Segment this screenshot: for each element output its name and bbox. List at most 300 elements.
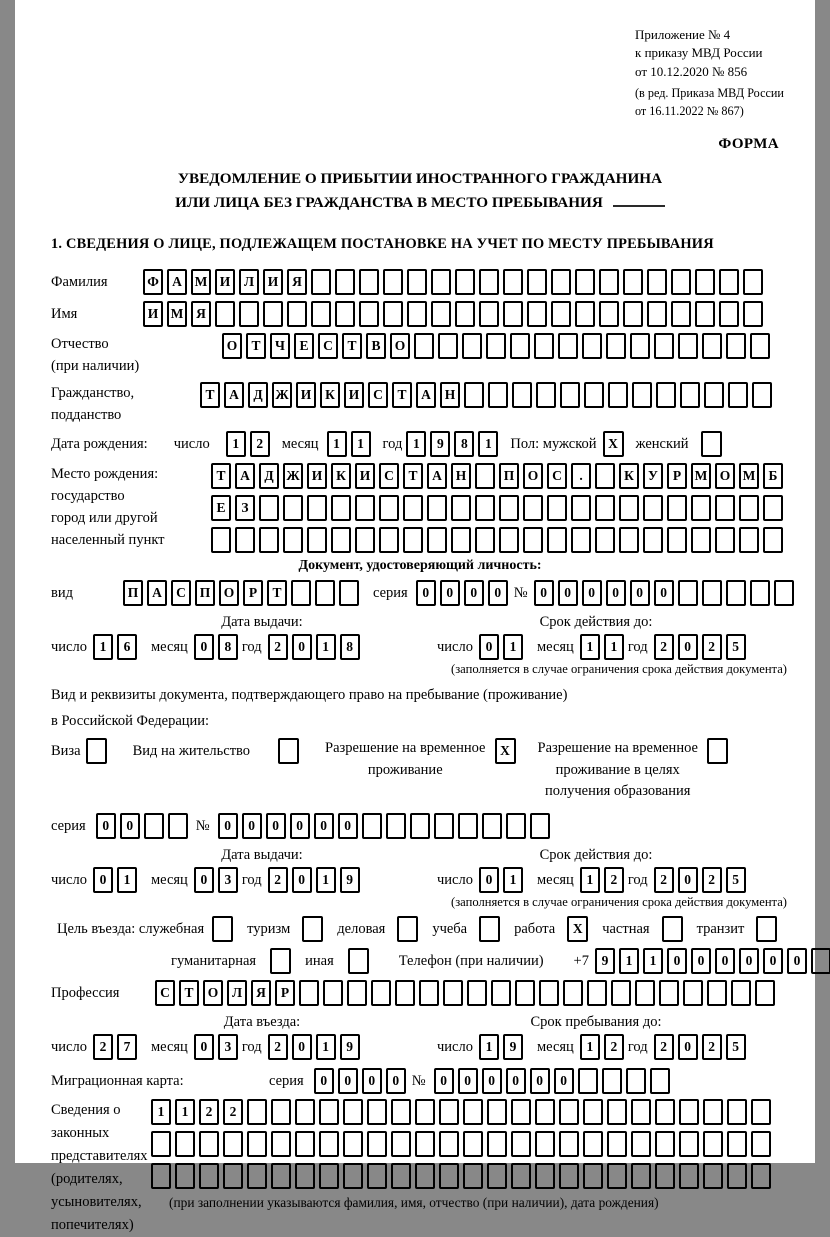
char-cell[interactable]: X [495,738,516,764]
char-cell[interactable] [659,980,679,1006]
char-cell[interactable] [643,495,663,521]
purpose-tourism-checkbox[interactable] [302,916,327,942]
char-cell[interactable] [595,463,615,489]
char-cell[interactable] [619,527,639,553]
char-cell[interactable] [647,269,667,295]
char-cell[interactable] [751,1099,771,1125]
char-cell[interactable] [259,495,279,521]
char-cell[interactable]: М [739,463,759,489]
char-cell[interactable] [367,1163,387,1189]
char-cell[interactable] [763,527,783,553]
char-cell[interactable]: 8 [218,634,238,660]
char-cell[interactable] [707,980,727,1006]
char-cell[interactable]: П [195,580,215,606]
char-cell[interactable]: 5 [726,1034,746,1060]
char-cell[interactable]: Ч [270,333,290,359]
char-cell[interactable] [359,269,379,295]
char-cell[interactable] [680,382,700,408]
char-cell[interactable] [756,916,777,942]
char-cell[interactable]: Ж [283,463,303,489]
purpose-work-checkbox[interactable] [567,916,592,942]
char-cell[interactable]: 2 [199,1099,219,1125]
char-cell[interactable]: Т [246,333,266,359]
char-cell[interactable] [499,527,519,553]
char-cell[interactable] [599,301,619,327]
char-cell[interactable] [491,980,511,1006]
char-cell[interactable]: 0 [362,1068,382,1094]
char-cell[interactable] [415,1163,435,1189]
char-cell[interactable]: К [320,382,340,408]
char-cell[interactable] [632,382,652,408]
char-cell[interactable] [559,1099,579,1125]
char-cell[interactable]: Я [287,269,307,295]
char-cell[interactable] [175,1131,195,1157]
char-cell[interactable] [367,1131,387,1157]
char-cell[interactable] [656,382,676,408]
char-cell[interactable] [755,980,775,1006]
char-cell[interactable] [397,916,418,942]
char-cell[interactable]: 9 [503,1034,523,1060]
char-cell[interactable] [595,495,615,521]
char-cell[interactable]: З [235,495,255,521]
char-cell[interactable]: Е [211,495,231,521]
char-cell[interactable] [455,269,475,295]
char-cell[interactable] [671,301,691,327]
char-cell[interactable] [739,527,759,553]
char-cell[interactable]: 0 [242,813,262,839]
char-cell[interactable] [679,1163,699,1189]
char-cell[interactable] [487,1163,507,1189]
char-cell[interactable] [331,495,351,521]
char-cell[interactable]: Т [392,382,412,408]
char-cell[interactable]: 2 [702,634,722,660]
char-cell[interactable] [271,1099,291,1125]
char-cell[interactable]: 0 [218,813,238,839]
char-cell[interactable] [727,1099,747,1125]
char-cell[interactable] [175,1163,195,1189]
purpose-study-checkbox[interactable] [479,916,504,942]
char-cell[interactable]: О [222,333,242,359]
char-cell[interactable] [347,980,367,1006]
char-cell[interactable] [462,333,482,359]
char-cell[interactable]: О [219,580,239,606]
char-cell[interactable] [608,382,628,408]
char-cell[interactable] [662,916,683,942]
char-cell[interactable] [223,1163,243,1189]
char-cell[interactable] [475,527,495,553]
char-cell[interactable]: 2 [654,634,674,660]
residence-permit-checkbox[interactable] [278,738,303,764]
char-cell[interactable] [743,269,763,295]
char-cell[interactable]: Р [667,463,687,489]
char-cell[interactable] [678,580,698,606]
char-cell[interactable] [247,1099,267,1125]
char-cell[interactable]: 0 [338,813,358,839]
char-cell[interactable] [726,580,746,606]
char-cell[interactable]: 1 [351,431,371,457]
char-cell[interactable]: 0 [630,580,650,606]
char-cell[interactable]: 0 [678,867,698,893]
char-cell[interactable] [726,333,746,359]
char-cell[interactable] [595,527,615,553]
char-cell[interactable] [811,948,830,974]
doc-type-cells[interactable] [123,580,363,606]
char-cell[interactable]: 0 [606,580,626,606]
stay-valid-day[interactable] [479,867,527,893]
char-cell[interactable] [523,527,543,553]
char-cell[interactable] [535,1163,555,1189]
char-cell[interactable]: 1 [503,634,523,660]
char-cell[interactable] [584,382,604,408]
char-cell[interactable] [575,301,595,327]
char-cell[interactable] [631,1131,651,1157]
char-cell[interactable] [488,382,508,408]
char-cell[interactable]: И [296,382,316,408]
char-cell[interactable] [623,301,643,327]
char-cell[interactable]: 0 [458,1068,478,1094]
char-cell[interactable]: Р [275,980,295,1006]
birth-place-cells-row2[interactable] [211,495,787,521]
char-cell[interactable] [728,382,748,408]
char-cell[interactable]: 0 [763,948,783,974]
char-cell[interactable] [583,1131,603,1157]
char-cell[interactable] [750,580,770,606]
char-cell[interactable] [431,269,451,295]
char-cell[interactable] [359,301,379,327]
char-cell[interactable] [571,495,591,521]
char-cell[interactable] [511,1131,531,1157]
char-cell[interactable] [443,980,463,1006]
id-valid-day[interactable] [479,634,527,660]
char-cell[interactable] [391,1099,411,1125]
given-name-cells[interactable] [143,301,767,327]
char-cell[interactable]: 5 [726,867,746,893]
purpose-business-checkbox[interactable] [397,916,422,942]
char-cell[interactable]: А [416,382,436,408]
char-cell[interactable]: 0 [292,867,312,893]
purpose-humanitarian-checkbox[interactable] [270,948,295,974]
char-cell[interactable] [407,301,427,327]
char-cell[interactable]: А [235,463,255,489]
char-cell[interactable] [439,1099,459,1125]
char-cell[interactable] [343,1163,363,1189]
char-cell[interactable] [151,1163,171,1189]
char-cell[interactable]: Ж [272,382,292,408]
stay-until-year[interactable] [654,1034,750,1060]
char-cell[interactable]: 0 [194,1034,214,1060]
char-cell[interactable] [271,1163,291,1189]
char-cell[interactable]: 1 [580,1034,600,1060]
phone-cells[interactable] [595,948,830,974]
char-cell[interactable] [503,269,523,295]
char-cell[interactable]: 0 [479,867,499,893]
stay-until-day[interactable] [479,1034,527,1060]
birth-month-cells[interactable] [327,431,375,457]
char-cell[interactable] [655,1131,675,1157]
char-cell[interactable] [683,980,703,1006]
char-cell[interactable] [547,495,567,521]
stay-valid-month[interactable] [580,867,628,893]
profession-cells[interactable] [155,980,779,1006]
char-cell[interactable] [607,1099,627,1125]
char-cell[interactable] [379,495,399,521]
char-cell[interactable] [750,333,770,359]
char-cell[interactable] [295,1131,315,1157]
char-cell[interactable] [667,495,687,521]
char-cell[interactable] [703,1131,723,1157]
char-cell[interactable]: 2 [93,1034,113,1060]
char-cell[interactable] [434,813,454,839]
char-cell[interactable] [315,580,335,606]
birth-place-cells-row1[interactable] [211,463,787,489]
char-cell[interactable] [547,527,567,553]
char-cell[interactable]: Я [191,301,211,327]
char-cell[interactable] [199,1163,219,1189]
char-cell[interactable] [752,382,772,408]
citizenship-cells[interactable] [200,382,776,408]
char-cell[interactable] [695,301,715,327]
purpose-other-checkbox[interactable] [348,948,373,974]
char-cell[interactable] [235,527,255,553]
char-cell[interactable] [607,1163,627,1189]
char-cell[interactable]: 0 [416,580,436,606]
char-cell[interactable] [647,301,667,327]
char-cell[interactable]: 2 [702,867,722,893]
char-cell[interactable] [578,1068,598,1094]
char-cell[interactable] [751,1131,771,1157]
char-cell[interactable]: И [263,269,283,295]
doc-number-cells[interactable] [534,580,798,606]
char-cell[interactable] [623,269,643,295]
char-cell[interactable] [558,333,578,359]
char-cell[interactable] [339,580,359,606]
purpose-official-checkbox[interactable] [212,916,237,942]
stay-until-month[interactable] [580,1034,628,1060]
char-cell[interactable] [727,1131,747,1157]
char-cell[interactable]: М [191,269,211,295]
char-cell[interactable]: 0 [314,813,334,839]
char-cell[interactable] [295,1099,315,1125]
id-issue-year[interactable] [268,634,364,660]
char-cell[interactable] [331,527,351,553]
char-cell[interactable]: 1 [604,634,624,660]
birth-day-cells[interactable] [226,431,274,457]
char-cell[interactable] [626,1068,646,1094]
char-cell[interactable] [534,333,554,359]
char-cell[interactable] [383,301,403,327]
char-cell[interactable]: 0 [434,1068,454,1094]
char-cell[interactable] [479,269,499,295]
char-cell[interactable] [151,1131,171,1157]
char-cell[interactable]: И [355,463,375,489]
char-cell[interactable] [515,980,535,1006]
char-cell[interactable]: С [155,980,175,1006]
char-cell[interactable]: 1 [226,431,246,457]
char-cell[interactable]: Т [267,580,287,606]
char-cell[interactable]: 2 [604,867,624,893]
char-cell[interactable] [263,301,283,327]
char-cell[interactable]: 1 [151,1099,171,1125]
temp-residence-checkbox[interactable] [495,738,520,764]
entry-month[interactable] [194,1034,242,1060]
char-cell[interactable]: 2 [654,867,674,893]
char-cell[interactable]: Б [763,463,783,489]
char-cell[interactable]: 3 [218,1034,238,1060]
char-cell[interactable] [302,916,323,942]
char-cell[interactable]: 0 [96,813,116,839]
char-cell[interactable] [512,382,532,408]
stay-issue-month[interactable] [194,867,242,893]
char-cell[interactable]: О [390,333,410,359]
char-cell[interactable]: 1 [503,867,523,893]
char-cell[interactable] [239,301,259,327]
char-cell[interactable] [283,495,303,521]
id-issue-day[interactable] [93,634,141,660]
char-cell[interactable]: 1 [580,867,600,893]
id-valid-month[interactable] [580,634,628,660]
stay-issue-year[interactable] [268,867,364,893]
char-cell[interactable] [287,301,307,327]
char-cell[interactable]: Д [259,463,279,489]
char-cell[interactable] [427,495,447,521]
char-cell[interactable] [583,1099,603,1125]
char-cell[interactable] [407,269,427,295]
char-cell[interactable] [691,495,711,521]
char-cell[interactable] [391,1131,411,1157]
char-cell[interactable] [563,980,583,1006]
char-cell[interactable]: Р [243,580,263,606]
char-cell[interactable]: 7 [117,1034,137,1060]
char-cell[interactable] [371,980,391,1006]
char-cell[interactable]: 0 [739,948,759,974]
char-cell[interactable]: Я [251,980,271,1006]
char-cell[interactable] [451,527,471,553]
char-cell[interactable]: 0 [530,1068,550,1094]
char-cell[interactable]: 9 [340,1034,360,1060]
char-cell[interactable]: 2 [654,1034,674,1060]
char-cell[interactable] [439,1163,459,1189]
char-cell[interactable] [386,813,406,839]
char-cell[interactable] [343,1099,363,1125]
char-cell[interactable]: 0 [715,948,735,974]
stay-valid-year[interactable] [654,867,750,893]
char-cell[interactable] [535,1131,555,1157]
patronymic-cells[interactable] [222,333,774,359]
char-cell[interactable] [467,980,487,1006]
char-cell[interactable] [455,301,475,327]
char-cell[interactable]: А [147,580,167,606]
char-cell[interactable] [559,1163,579,1189]
char-cell[interactable] [630,333,650,359]
char-cell[interactable] [403,495,423,521]
char-cell[interactable]: О [715,463,735,489]
char-cell[interactable] [631,1163,651,1189]
char-cell[interactable]: 0 [678,634,698,660]
char-cell[interactable] [536,382,556,408]
char-cell[interactable]: 0 [506,1068,526,1094]
char-cell[interactable] [458,813,478,839]
char-cell[interactable] [650,1068,670,1094]
char-cell[interactable]: Н [451,463,471,489]
char-cell[interactable]: К [331,463,351,489]
char-cell[interactable] [463,1163,483,1189]
id-valid-year[interactable] [654,634,750,660]
char-cell[interactable] [743,301,763,327]
char-cell[interactable]: 9 [595,948,615,974]
char-cell[interactable] [539,980,559,1006]
char-cell[interactable] [355,495,375,521]
char-cell[interactable]: Т [403,463,423,489]
char-cell[interactable] [527,301,547,327]
char-cell[interactable] [571,527,591,553]
char-cell[interactable] [410,813,430,839]
char-cell[interactable]: 1 [478,431,498,457]
char-cell[interactable] [427,527,447,553]
char-cell[interactable] [419,980,439,1006]
char-cell[interactable] [527,269,547,295]
char-cell[interactable] [307,495,327,521]
char-cell[interactable]: 1 [117,867,137,893]
char-cell[interactable]: 0 [338,1068,358,1094]
char-cell[interactable] [523,495,543,521]
char-cell[interactable]: 2 [250,431,270,457]
char-cell[interactable] [355,527,375,553]
char-cell[interactable]: И [307,463,327,489]
temp-residence-edu-checkbox[interactable] [707,738,732,764]
char-cell[interactable] [611,980,631,1006]
char-cell[interactable]: X [567,916,588,942]
char-cell[interactable] [606,333,626,359]
char-cell[interactable] [731,980,751,1006]
char-cell[interactable]: 0 [554,1068,574,1094]
char-cell[interactable] [530,813,550,839]
char-cell[interactable] [643,527,663,553]
char-cell[interactable] [575,269,595,295]
char-cell[interactable]: . [571,463,591,489]
char-cell[interactable]: 8 [454,431,474,457]
char-cell[interactable] [415,1099,435,1125]
reps-cells-row1[interactable] [151,1099,775,1125]
char-cell[interactable]: Т [342,333,362,359]
char-cell[interactable] [691,527,711,553]
char-cell[interactable] [291,580,311,606]
char-cell[interactable]: 6 [117,634,137,660]
doc-series-cells[interactable] [416,580,512,606]
char-cell[interactable] [464,382,484,408]
mig-series-cells[interactable] [314,1068,410,1094]
char-cell[interactable] [503,301,523,327]
char-cell[interactable]: Е [294,333,314,359]
char-cell[interactable] [475,463,495,489]
birth-place-cells-row3[interactable] [211,527,787,553]
char-cell[interactable] [551,269,571,295]
char-cell[interactable] [414,333,434,359]
char-cell[interactable] [551,301,571,327]
char-cell[interactable] [463,1131,483,1157]
char-cell[interactable] [511,1163,531,1189]
char-cell[interactable]: 1 [406,431,426,457]
char-cell[interactable] [395,980,415,1006]
char-cell[interactable] [211,527,231,553]
char-cell[interactable] [482,813,502,839]
char-cell[interactable]: 1 [93,634,113,660]
char-cell[interactable] [247,1131,267,1157]
char-cell[interactable] [271,1131,291,1157]
char-cell[interactable]: С [318,333,338,359]
char-cell[interactable] [335,301,355,327]
char-cell[interactable]: С [368,382,388,408]
char-cell[interactable] [215,301,235,327]
